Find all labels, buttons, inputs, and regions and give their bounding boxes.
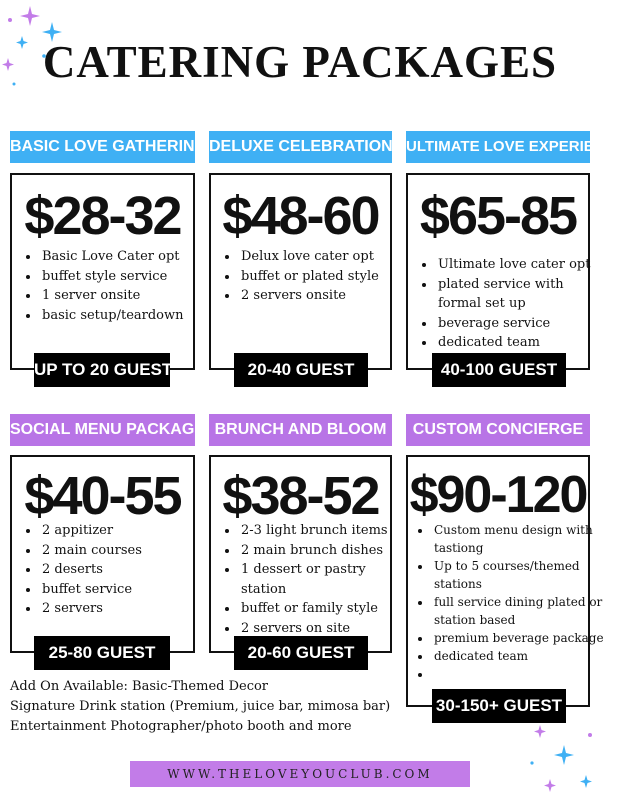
package-header-brunch-and-bloom: BRUNCH AND BLOOM [209, 414, 392, 446]
list-item: • basic setup/teardown [40, 306, 205, 326]
package-card-brunch-and-bloom [209, 455, 392, 653]
page-title: CATERING PACKAGES [42, 37, 558, 87]
list-item: • 2 main courses [40, 541, 205, 561]
package-header-deluxe-celebration: DELUXE CELEBRATION [209, 131, 392, 163]
package-card-basic-love-gathering [10, 173, 195, 370]
list-item: • dedicated team [432, 647, 604, 665]
list-item: • plated service with formal set up [436, 275, 602, 314]
addon-line: Signature Drink station (Premium, juice bar, mimosa bar) [10, 699, 391, 714]
package-card-ultimate-love-experience [406, 173, 590, 370]
list-item: • 2 servers onsite [239, 286, 402, 306]
guest-count-badge: UP TO 20 GUEST [34, 353, 170, 387]
package-card-deluxe-celebration [209, 173, 392, 370]
package-price: $40-55 [24, 466, 181, 526]
guest-count-badge: 20-40 GUEST [234, 353, 368, 387]
list-item: • Delux love cater opt [239, 247, 402, 267]
list-item: • 2-3 light brunch items [239, 521, 404, 541]
list-item [432, 665, 604, 683]
guest-count-badge: 30-150+ GUEST [432, 689, 566, 723]
package-header-ultimate-love-experience: ULTIMATE LOVE EXPERIENCE [406, 131, 590, 163]
addon-line: Entertainment Photographer/photo booth and more [10, 719, 352, 734]
list-item: • 2 servers [40, 599, 205, 619]
list-item: • 2 deserts [40, 560, 205, 580]
addon-line: Add On Available: Basic-Themed Decor [10, 679, 269, 694]
list-item: • dedicated team [436, 333, 602, 353]
package-header-basic-love-gathering: BASIC LOVE GATHERING [10, 131, 195, 163]
package-item-list [221, 521, 404, 638]
list-item: • buffet or family style [239, 599, 404, 619]
list-item: • buffet style service [40, 267, 205, 287]
list-item: • 2 servers on site [239, 619, 404, 639]
package-item-list [22, 247, 205, 325]
package-price: $38-52 [222, 466, 379, 526]
package-price: $65-85 [419, 186, 577, 246]
package-price: $28-32 [24, 186, 181, 246]
list-item: • buffet or plated style [239, 267, 402, 287]
package-price: $90-120 [409, 466, 587, 524]
list-item: • beverage service [436, 314, 602, 334]
package-item-list [221, 247, 402, 306]
list-item: • premium beverage package [432, 629, 604, 647]
guest-count-badge: 20-60 GUEST [234, 636, 368, 670]
list-item: • 1 server onsite [40, 286, 205, 306]
list-item: • 2 appitizer [40, 521, 205, 541]
package-item-list [414, 521, 604, 683]
list-item: • 2 main brunch dishes [239, 541, 404, 561]
guest-count-badge: 40-100 GUEST [432, 353, 566, 387]
list-item: • Basic Love Cater opt [40, 247, 205, 267]
package-header-custom-concierge: CUSTOM CONCIERGE [406, 414, 590, 446]
list-item: • Ultimate love cater opt [436, 255, 602, 275]
package-header-social-menu-package: SOCIAL MENU PACKAGE [10, 414, 195, 446]
list-item: • 1 dessert or pastry station [239, 560, 404, 599]
package-price: $48-60 [222, 186, 379, 246]
package-card-social-menu-package [10, 455, 195, 653]
website-link[interactable]: WWW.THELOVEYOUCLUB.COM [130, 761, 470, 787]
guest-count-badge: 25-80 GUEST [34, 636, 170, 670]
list-item: • full service dining plated or station based [432, 593, 604, 629]
sparkle-decoration-bottom-right [520, 715, 600, 800]
list-item: • Up to 5 courses/themed stations [432, 557, 604, 593]
package-card-custom-concierge [406, 455, 604, 707]
package-item-list [22, 521, 205, 619]
list-item: • Custom menu design with tastiong [432, 521, 604, 557]
list-item: • buffet service [40, 580, 205, 600]
package-item-list [418, 255, 602, 353]
